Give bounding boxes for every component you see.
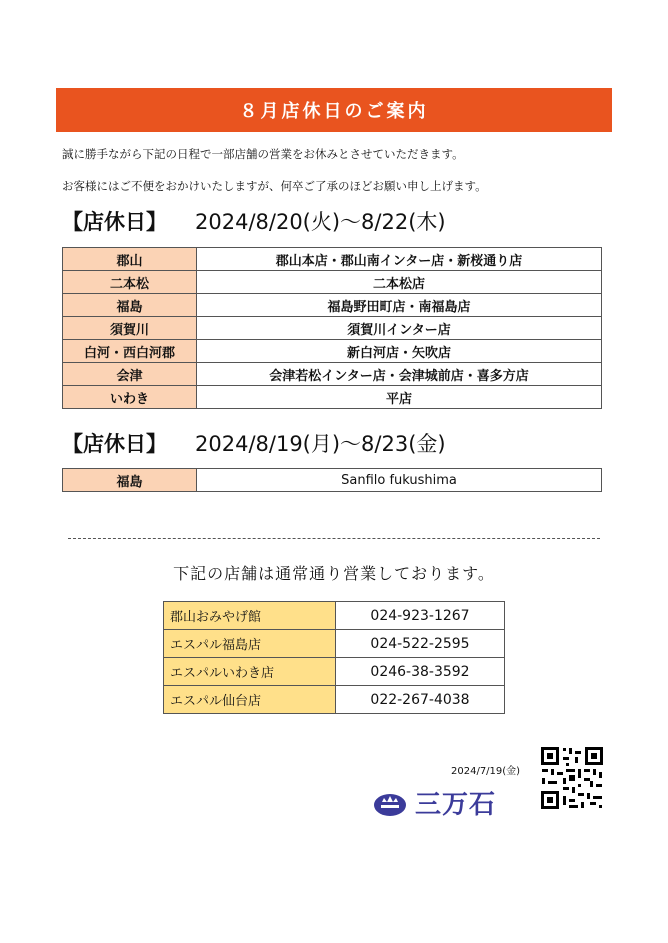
region-cell: いわき: [63, 386, 197, 409]
open-message: 下記の店舗は通常通り営業しております。: [173, 564, 495, 583]
page-title: ８月店休日のご案内: [239, 101, 429, 122]
table-row: [63, 248, 602, 271]
table-row: [63, 294, 602, 317]
stores-cell: 二本松店: [197, 271, 602, 294]
open-shops-table: [163, 601, 505, 714]
region-cell: 須賀川: [63, 317, 197, 340]
issue-date: 2024/7/19(金): [451, 766, 521, 777]
region-cell: 郡山: [63, 248, 197, 271]
closure-heading-1: [62, 206, 446, 236]
table-row: [164, 686, 505, 714]
shop-tel-cell: 0246-38-3592: [336, 658, 505, 686]
region-cell: 福島: [63, 294, 197, 317]
stores-cell: 平店: [197, 386, 602, 409]
stores-cell: 須賀川インター店: [197, 317, 602, 340]
brand-name: 三万石: [415, 790, 497, 820]
shop-tel-cell: 024-923-1267: [336, 602, 505, 630]
shop-name-cell: エスパル仙台店: [164, 686, 336, 714]
table-row: [63, 340, 602, 363]
table-row: [63, 363, 602, 386]
shop-name-cell: 郡山おみやげ館: [164, 602, 336, 630]
closure-table-2: [62, 468, 602, 492]
region-cell: 二本松: [63, 271, 197, 294]
brand-mark-icon: [373, 790, 407, 816]
brand-logo: [373, 784, 496, 821]
qr-code-icon[interactable]: [540, 746, 604, 810]
table-row: [63, 469, 602, 492]
title-banner: [56, 88, 612, 132]
section-divider: [68, 538, 600, 539]
table-row: [164, 630, 505, 658]
region-cell: 会津: [63, 363, 197, 386]
table-row: [63, 271, 602, 294]
intro-line-2: お客様にはご不便をおかけいたしますが、何卒ご了承のほどお願い申し上げます。: [62, 179, 487, 193]
closure-heading-2: [62, 428, 446, 458]
stores-cell: 福島野田町店・南福島店: [197, 294, 602, 317]
shop-tel-cell: 022-267-4038: [336, 686, 505, 714]
shop-name-cell: エスパルいわき店: [164, 658, 336, 686]
shop-name-cell: エスパル福島店: [164, 630, 336, 658]
closure-label: 【店休日】: [62, 432, 167, 456]
table-row: [164, 658, 505, 686]
region-cell: 白河・西白河郡: [63, 340, 197, 363]
closure-period: 2024/8/19(月)～8/23(金): [195, 432, 446, 456]
table-row: [63, 317, 602, 340]
shop-tel-cell: 024-522-2595: [336, 630, 505, 658]
stores-cell: 新白河店・矢吹店: [197, 340, 602, 363]
closure-label: 【店休日】: [62, 210, 167, 234]
stores-cell: 郡山本店・郡山南インター店・新桜通り店: [197, 248, 602, 271]
stores-cell: Sanfilo fukushima: [197, 469, 602, 492]
table-row: [63, 386, 602, 409]
intro-line-1: 誠に勝手ながら下記の日程で一部店舗の営業をお休みとさせていただきます。: [62, 147, 464, 161]
region-cell: 福島: [63, 469, 197, 492]
table-row: [164, 602, 505, 630]
stores-cell: 会津若松インター店・会津城前店・喜多方店: [197, 363, 602, 386]
closure-period: 2024/8/20(火)～8/22(木): [195, 210, 446, 234]
closure-table-1: [62, 247, 602, 409]
